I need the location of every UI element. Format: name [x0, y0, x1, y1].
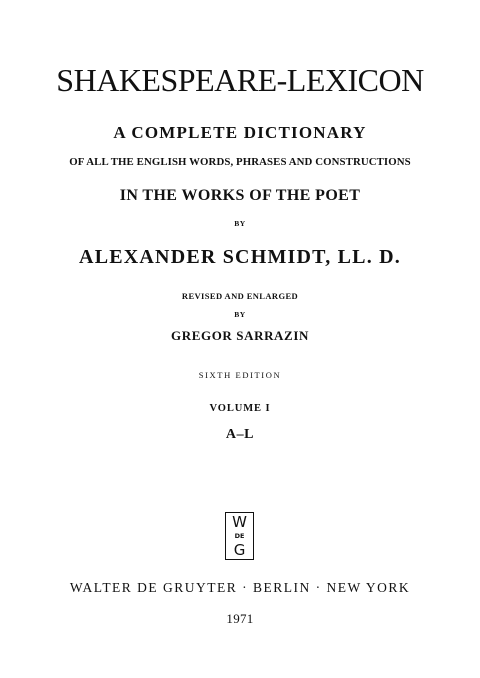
author-name: ALEXANDER SCHMIDT, LL. D.: [79, 246, 401, 268]
reviser-name: GREGOR SARRAZIN: [171, 328, 309, 343]
by-label-reviser: BY: [234, 310, 246, 319]
revised-label: REVISED AND ENLARGED: [181, 291, 299, 301]
volume-label: VOLUME I: [209, 403, 271, 414]
book-description: OF ALL THE ENGLISH WORDS, PHRASES AND CONSTRUCTIONS: [69, 156, 411, 168]
logo-letter-bottom: G: [233, 541, 246, 559]
publication-year: 1971: [226, 611, 254, 626]
publisher-line: WALTER DE GRUYTER · BERLIN · NEW YORK: [69, 580, 411, 595]
logo-letter-top: W: [232, 513, 247, 531]
works-line: IN THE WORKS OF THE POET: [119, 187, 361, 204]
letter-range: A–L: [225, 427, 255, 442]
book-subtitle: A COMPLETE DICTIONARY: [113, 123, 367, 142]
by-label-author: BY: [234, 219, 246, 228]
book-title: SHAKESPEARE-LEXICON: [56, 62, 424, 98]
publisher-logo-icon: [225, 512, 254, 560]
edition-label: SIXTH EDITION: [198, 370, 282, 380]
logo-letter-middle: DE: [234, 531, 245, 540]
